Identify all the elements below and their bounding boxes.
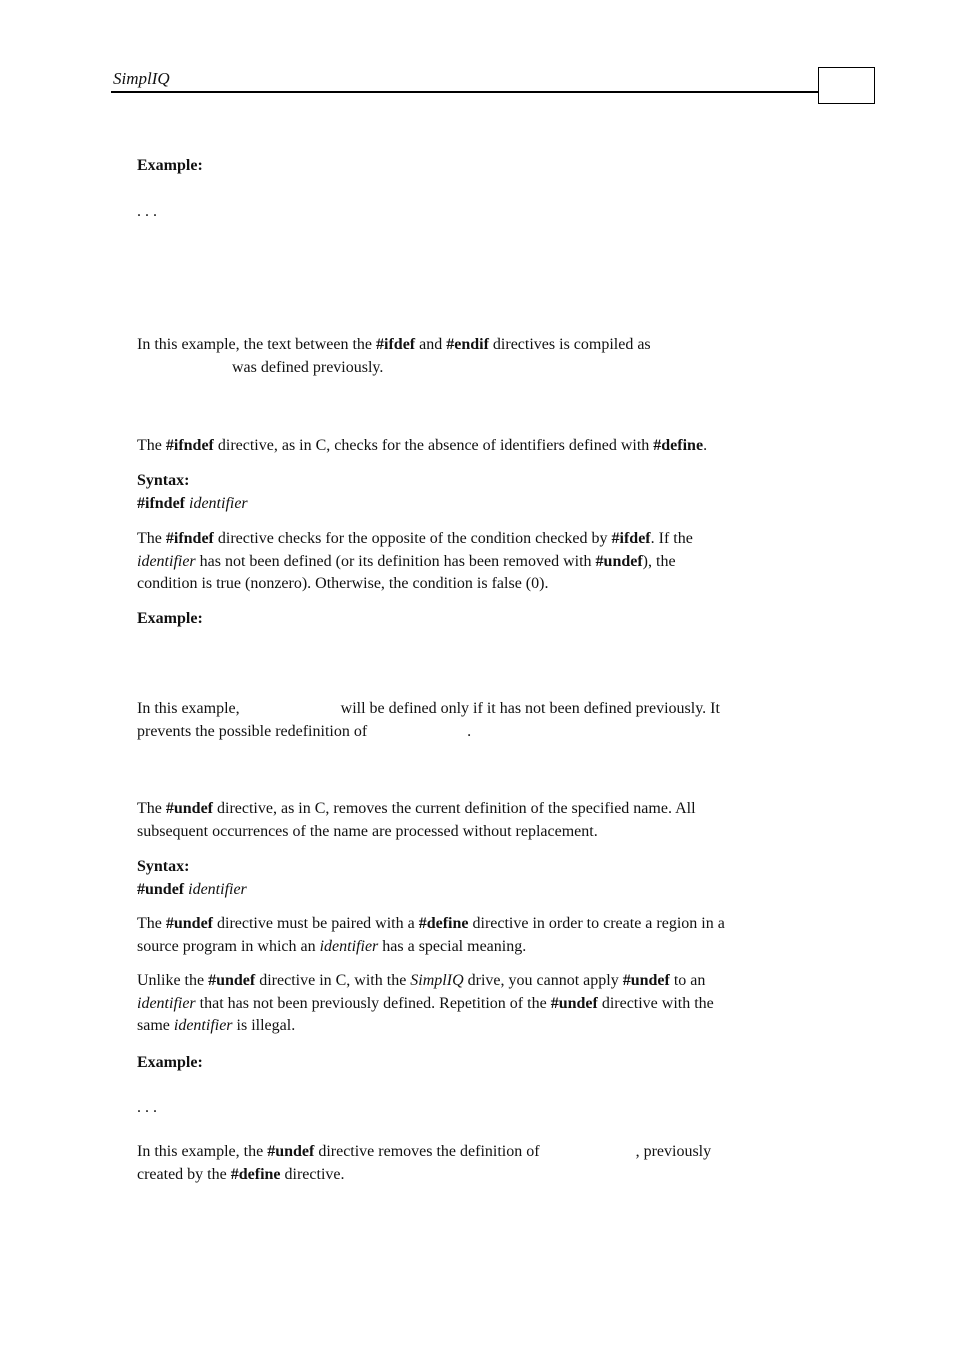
text-run: to an: [669, 972, 706, 989]
undef-syntax: [137, 856, 847, 901]
syntax-keyword: #ifndef: [137, 494, 185, 512]
text-run: In this example, the: [137, 1143, 268, 1160]
text-run: The: [137, 437, 166, 454]
syntax-argument: identifier: [189, 494, 248, 512]
ifdef-example-paragraph: [137, 334, 847, 379]
text-run: source program in which an: [137, 937, 320, 955]
text-run: and: [415, 336, 447, 353]
text-run: . If the: [650, 530, 693, 547]
ifndef-intro: [137, 435, 847, 458]
term-identifier: identifier: [319, 937, 379, 955]
text-run: directive.: [280, 1165, 345, 1183]
text-run: condition is true (nonzero). Otherwise, the condition is false (0).: [137, 575, 549, 592]
keyword-ifdef: #ifdef: [376, 336, 416, 353]
ifndef-example-paragraph: [137, 698, 847, 743]
ifndef-syntax: [137, 470, 847, 515]
syntax-keyword: #undef: [137, 880, 185, 898]
text-run: directive checks for the opposite of the condition checked by: [213, 530, 612, 547]
keyword-define: #define: [653, 437, 704, 454]
keyword-define: #define: [418, 915, 469, 932]
text-run: .: [703, 437, 708, 454]
text-run: directive must be paired with a: [213, 915, 419, 932]
undef-unlike-paragraph: [137, 970, 847, 1038]
text-run: was defined previously.: [232, 358, 384, 376]
product-name: SimplIQ: [410, 972, 464, 989]
text-run: In this example,: [137, 700, 240, 717]
undef-pairing-paragraph: [137, 913, 847, 958]
keyword-undef: #undef: [165, 915, 213, 932]
text-run: Unlike the: [137, 972, 209, 989]
text-run: is illegal.: [232, 1017, 296, 1034]
keyword-undef: #undef: [267, 1143, 315, 1160]
term-identifier: identifier: [137, 552, 196, 570]
undef-intro: [137, 798, 847, 843]
keyword-undef: #undef: [208, 972, 256, 989]
text-run: The: [137, 800, 166, 817]
text-run: directive in C, with the: [255, 972, 411, 989]
text-run: ), the: [642, 552, 676, 570]
ifndef-description: [137, 528, 847, 596]
text-run: , previously: [635, 1143, 712, 1160]
keyword-define: #define: [230, 1165, 281, 1183]
undef-example-label: Example:: [137, 1054, 203, 1071]
text-run: created by the: [137, 1165, 231, 1183]
keyword-ifndef: #ifndef: [165, 437, 214, 454]
text-run: has a special meaning.: [378, 937, 527, 955]
syntax-label: Syntax:: [137, 858, 190, 875]
keyword-ifdef: #ifdef: [611, 530, 651, 547]
term-identifier: identifier: [173, 1017, 233, 1034]
text-run: drive, you cannot apply: [463, 972, 623, 989]
keyword-endif: #endif: [446, 336, 489, 353]
undef-code-ellipsis: . . .: [137, 1099, 157, 1116]
text-run: The: [137, 915, 166, 932]
keyword-undef: #undef: [595, 552, 643, 570]
text-run: will be defined only if it has not been defined previously. It: [340, 700, 720, 717]
text-run: directives is compiled as: [488, 336, 651, 353]
text-run: The: [137, 530, 166, 547]
text-run: directive removes the definition of: [314, 1143, 540, 1160]
text-run: directive in order to create a region in a: [468, 915, 725, 932]
page-number-box: [818, 67, 875, 104]
keyword-undef: #undef: [550, 994, 598, 1012]
running-header-title: SimplIQ: [113, 69, 170, 88]
text-run: directive, as in C, checks for the absence of identifiers defined with: [213, 437, 654, 454]
keyword-ifndef: #ifndef: [165, 530, 214, 547]
ifdef-code-ellipsis: . . .: [137, 203, 157, 220]
ifndef-example-label: Example:: [137, 610, 203, 627]
term-identifier: identifier: [137, 994, 196, 1012]
text-run: .: [467, 722, 472, 740]
header-rule: [111, 91, 819, 93]
syntax-label: Syntax:: [137, 472, 190, 489]
keyword-undef: #undef: [165, 800, 213, 817]
undef-example-paragraph: [137, 1141, 847, 1186]
text-run: prevents the possible redefinition of: [137, 722, 368, 740]
text-run: same: [137, 1017, 174, 1034]
text-run: that has not been previously defined. Repetition of the: [195, 994, 551, 1012]
text-run: In this example, the text between the: [137, 336, 377, 353]
text-run: directive with the: [597, 994, 714, 1012]
text-run: directive, as in C, removes the current definition of the specified name. All: [213, 800, 696, 817]
syntax-argument: identifier: [188, 880, 247, 898]
keyword-undef: #undef: [622, 972, 670, 989]
text-run: subsequent occurrences of the name are processed without replacement.: [137, 822, 598, 840]
ifdef-example-label: Example:: [137, 157, 203, 174]
text-run: has not been defined (or its definition has been removed with: [195, 552, 596, 570]
